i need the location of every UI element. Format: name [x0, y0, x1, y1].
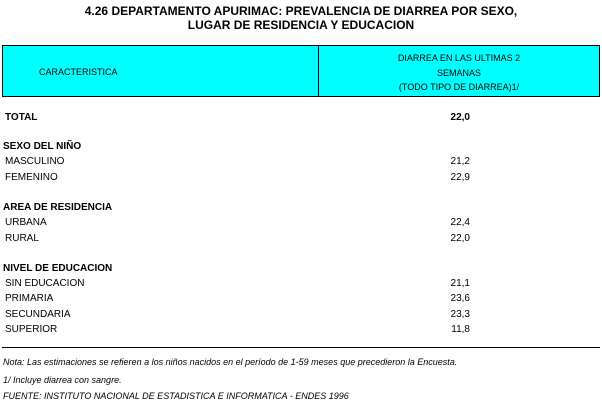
- section-title-educacion: [0, 262, 602, 276]
- row-value: 23,6: [450, 293, 470, 304]
- total-label: TOTAL: [5, 112, 38, 123]
- table-row: [0, 292, 602, 306]
- table-title-line2: LUGAR DE RESIDENCIA Y EDUCACION: [187, 18, 415, 32]
- row-value: 22,4: [450, 217, 470, 228]
- total-value: 22,0: [450, 112, 470, 123]
- row-value: 21,2: [450, 156, 470, 167]
- row-label: MASCULINO: [5, 156, 65, 167]
- row-value: 11,8: [451, 324, 470, 335]
- section-title-area: [0, 201, 602, 215]
- column-header-line1: DIARREA EN LAS ULTIMAS 2: [397, 53, 521, 63]
- table-title-line1: 4.26 DEPARTAMENTO APURIMAC: PREVALENCIA DE DIARREA POR SEXO,: [84, 4, 518, 18]
- row-value: 21,1: [450, 278, 470, 289]
- table-row: [0, 155, 602, 169]
- table-row: [0, 323, 602, 337]
- row-label: URBANA: [5, 217, 47, 228]
- table-row: [0, 232, 602, 246]
- table-row: [0, 216, 602, 230]
- source-text: FUENTE: INSTITUTO NACIONAL DE ESTADISTICA E INFORMATICA - ENDES 1996: [3, 391, 349, 401]
- table-bottom-rule: [2, 347, 600, 348]
- row-label: SECUNDARIA: [5, 309, 71, 320]
- table-row: [0, 171, 602, 185]
- row-value: 23,3: [450, 309, 470, 320]
- section-title: SEXO DEL NIÑO: [3, 141, 82, 152]
- section-title-sexo: [0, 140, 602, 154]
- characteristic-header: CARACTERISTICA: [39, 67, 118, 77]
- note-text: Nota: Las estimaciones se refieren a los niños nacidos en el período de 1-59 meses que precedieron la Encuesta.: [3, 357, 458, 367]
- column-header-line3: (TODO TIPO DE DIARREA)1/: [398, 82, 520, 92]
- row-label: SUPERIOR: [5, 324, 58, 335]
- column-header-line2: SEMANAS: [436, 67, 481, 78]
- total-row: [0, 111, 602, 125]
- table-header: [2, 45, 600, 97]
- row-label: RURAL: [5, 233, 39, 244]
- row-label: FEMENINO: [5, 172, 58, 183]
- row-value: 22,0: [450, 233, 470, 244]
- table-row: [0, 277, 602, 291]
- row-label: SIN EDUCACION: [5, 278, 85, 289]
- row-value: 22,9: [450, 172, 470, 183]
- section-title: NIVEL DE EDUCACION: [3, 263, 113, 274]
- table-row: [0, 308, 602, 322]
- row-label: PRIMARIA: [5, 293, 54, 304]
- footnote-text: 1/ Incluye diarrea con sangre.: [3, 375, 122, 385]
- section-title: AREA DE RESIDENCIA: [3, 202, 113, 213]
- diarrhea-column-header: [319, 51, 599, 95]
